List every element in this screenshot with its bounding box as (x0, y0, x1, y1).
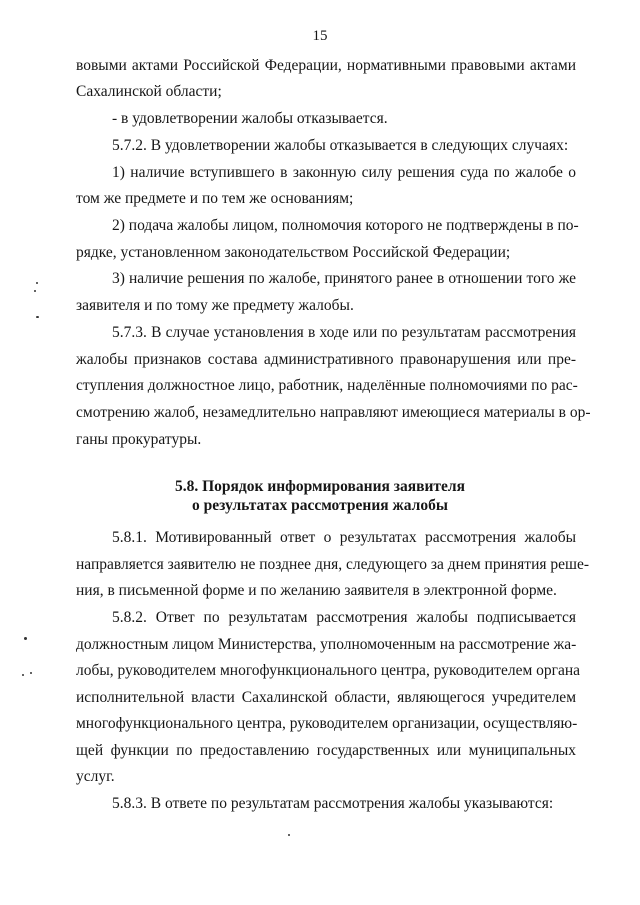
scan-speck (30, 672, 32, 674)
text-line: Сахалинской области; (76, 83, 222, 100)
text-line: смотрению жалоб, незамедлительно направляют имеющиеся материалы в ор- (76, 404, 591, 421)
section-heading: 5.8. Порядок информирования заявителя (174, 478, 465, 495)
text-line: должностным лицом Министерства, уполномоченным на рассмотрение жа- (76, 636, 577, 653)
text-line: 5.7.3. В случае установления в ходе или по результатам рассмотрения (112, 324, 576, 341)
scan-speck (24, 637, 27, 640)
scan-speck (34, 290, 36, 292)
text-line: 5.8.2. Ответ по результатам рассмотрения жалобы подписывается (112, 609, 576, 626)
scan-speck (288, 834, 290, 836)
page-number: 15 (312, 28, 328, 44)
text-line: исполнительной власти Сахалинской области, являющегося учредителем (76, 689, 576, 706)
text-line: многофункционального центра, руководителем организации, осуществляю- (76, 715, 578, 732)
text-line: - в удовлетворении жалобы отказывается. (112, 110, 388, 127)
text-line: том же предмете и по тем же основаниям; (76, 190, 354, 207)
text-line: 5.8.3. В ответе по результатам рассмотрения жалобы указываются: (112, 795, 554, 812)
text-line: 5.7.2. В удовлетворении жалобы отказывается в следующих случаях: (112, 137, 569, 154)
text-line: вовыми актами Российской Федерации, нормативными правовыми актами (76, 57, 576, 74)
text-line: 3) наличие решения по жалобе, принятого ранее в отношении того же (112, 270, 576, 287)
text-line: услуг. (76, 768, 115, 785)
text-line: 5.8.1. Мотивированный ответ о результатах рассмотрения жалобы (112, 529, 576, 546)
text-line: ступления должностное лицо, работник, наделённые полномочиями по рас- (76, 377, 578, 394)
text-line: щей функции по предоставлению государственных или муниципальных (76, 742, 576, 759)
text-line: лобы, руководителем многофункционального центра, руководителем органа (76, 662, 581, 679)
text-line: 1) наличие вступившего в законную силу решения суда по жалобе о (112, 164, 576, 181)
text-line: ния, в письменной форме и по желанию заявителя в электронной форме. (76, 582, 557, 599)
scan-speck (22, 674, 24, 676)
text-line: жалобы признаков состава административного правонарушения или пре- (76, 351, 576, 368)
section-heading: о результатах рассмотрения жалобы (192, 497, 448, 514)
text-line: заявителя и по тому же предмету жалобы. (76, 297, 354, 314)
scan-speck (36, 316, 39, 318)
text-line: ганы прокуратуры. (76, 431, 202, 448)
text-line: 2) подача жалобы лицом, полномочия которого не подтверждены в по- (112, 217, 579, 234)
text-line: рядке, установленном законодательством Российской Федерации; (76, 244, 511, 261)
text-line: направляется заявителю не позднее дня, следующего за днем принятия реше- (76, 556, 589, 573)
scan-speck (36, 282, 38, 284)
